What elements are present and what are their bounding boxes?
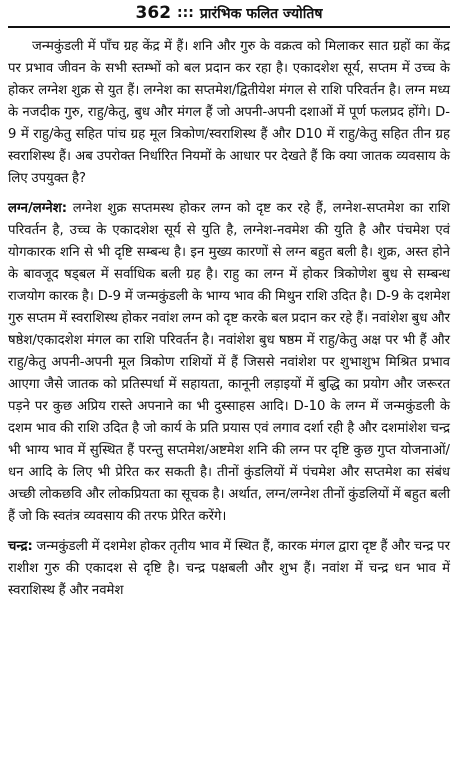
- header-separator: :::: [177, 5, 194, 21]
- paragraph-heading: चन्द्र:: [8, 539, 33, 554]
- page-number: 362: [135, 3, 172, 23]
- paragraph-text: जन्मकुंडली में पाँच ग्रह केंद्र में हैं। शनि और गुरु के वक्रत्व को मिलाकर सात ग्रहों का केंद्र पर प्रभाव जीवन के सभी स्तम्भों को बल प्रदान कर रहा है। एकादशेश सूर्य, सप्तम में उच्च के होकर लग्नेश शुक्र से युत हैं। लग्नेश का सप्तमेश/द्वितीयेश मंगल से राशि परिवर्तन है। लग्न मध्य के नजदीक गुरु, राहु/केतु, बुध और मंगल हैं जो अपनी-अपनी दशाओं में पूर्ण फलप्रद होंगे। D-9 में राहु/केतु सहित पांच ग्रह मूल त्रिकोण/स्वराशिस्थ हैं और D10 में राहु/केतु सहित तीन ग्रह स्वराशिस्थ हैं। अब उपरोक्त निर्धारित नियमों के आधार पर देखते हैं कि क्या जातक व्यवसाय के लिए उपयुक्त है?: [8, 39, 450, 186]
- paragraph-text: लग्नेश शुक्र सप्तमस्थ होकर लग्न को दृष्ट कर रहे हैं, लग्नेश-सप्तमेश का राशि परिवर्तन है, उच्च के एकादशेश सूर्य से युति है, लग्नेश-नवमेश की युति है और पंचमेश एवं योगकारक शनि से भी दृष्टि सम्बन्ध है। इन मुख्य कारणों से लग्न बहुत बली है। शुक्र, अस्त होने के बावजूद षड्बल में सर्वाधिक बली ग्रह है। राहु का लग्न में होकर त्रिकोणेश बुध से सम्बन्ध राजयोग कारक है। D-9 में जन्मकुंडली के भाग्य भाव की मिथुन राशि उदित है। D-9 के दशमेश गुरु सप्तम में स्वराशिस्थ होकर नवांश लग्न को दृष्ट करके बल प्रदान कर रहे हैं। नवांशेश बुध और षष्ठेश/एकादशेश मंगल का राशि परिवर्तन है। नवांशेश बुध षष्ठम में राहु/केतु अक्ष पर भी हैं और राहु/केतु अपनी-अपनी मूल त्रिकोण राशियों में हैं जिससे नवांशेश पर शुभाशुभ मिश्रित प्रभाव आएगा जैसे जातक को प्रतिस्पर्धा में सहायता, कानूनी लड़ाइयों में बुद्धि का प्रयोग और जरूरत पड़ने पर कुछ अप्रिय रास्ते अपनाने का भी दुस्साहस आदि। D-10 के लग्न में जन्मकुंडली के दशम भाव की राशि उदित है जो कार्य के प्रति प्रयास एवं लगाव दर्शा रही है और दशमांशेश चन्द्र भी भाग्य भाव में सुस्थित हैं परन्तु सप्तमेश/अष्टमेश शनि की लग्न पर दृष्टि कुछ गुप्त योजनाओं/धन आदि के लिए भी प्रेरित कर सकती है। तीनों कुंडलियों में पंचमेश और सप्तमेश का संबंध अच्छी लोकछवि और लोकप्रियता का सूचक है। अर्थात, लग्न/लग्नेश तीनों कुंडलियों में बहुत बली हैं जो कि स्वतंत्र व्यवसाय की तरफ प्रेरित करेंगे।: [8, 201, 450, 524]
- paragraph-chandra: [8, 536, 450, 602]
- paragraph-heading: लग्न/लग्नेश:: [8, 201, 67, 216]
- paragraph-text: जन्मकुंडली में दशमेश होकर तृतीय भाव में स्थित हैं, कारक मंगल द्वारा दृष्ट हैं और चन्द्र पर राशीश गुरु की एकादश से दृष्टि है। चन्द्र पक्षबली और शुभ हैं। नवांश में चन्द्र धन भाव में स्वराशिस्थ हैं और नवमेश: [8, 539, 450, 598]
- header-rule: [8, 26, 450, 28]
- book-title: प्रारंभिक फलित ज्योतिष: [199, 5, 323, 22]
- paragraph-lagna: [8, 198, 450, 528]
- paragraph-intro: [8, 36, 450, 190]
- page-header: [8, 0, 450, 26]
